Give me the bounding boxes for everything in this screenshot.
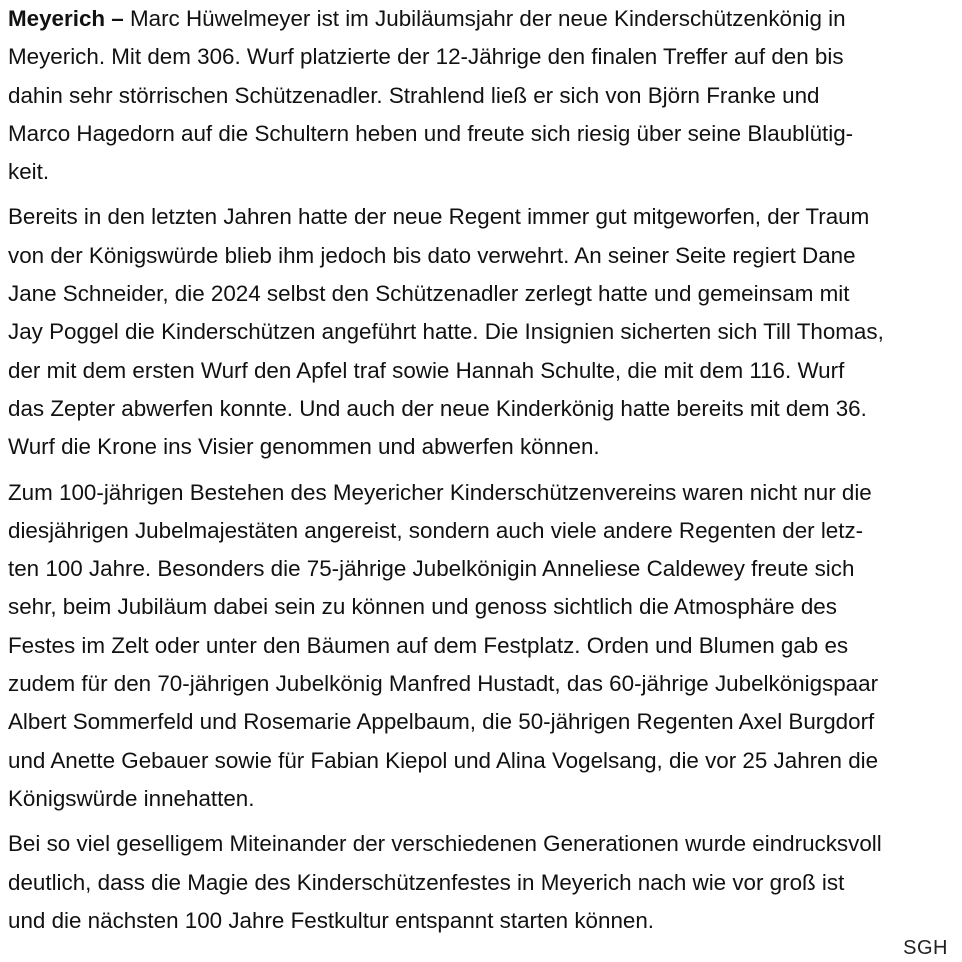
paragraph-3: Zum 100-jährigen Bestehen des Meyericher Kinderschützenvereins waren nicht nur die diesjährigen Jubelmajestäten angereist, sondern auch viele andere Regenten der letz- ten 100 Jahre. Besonders die 75-jährige Jubelkönigin Anneliese Caldewey freute sich sehr, beim Jubiläum dabei sein zu können und genoss sichtlich die Atmosphäre des Festes im Zelt oder unter den Bäumen auf dem Festplatz. Orden und Blumen gab es zudem für den 70-jährigen Jubelkönig Manfred Hustadt, das 60-jährige Jubelkönigspaar Albert Sommerfeld und Rosemarie Appelbaum, die 50-jährigen Regenten Axel Burgdorf und Anette Gebauer sowie für Fabian Kiepol und Alina Vogelsang, die vor 25 Jahren die Königswürde innehatten.	[8, 479, 879, 811]
article-body	[8, 0, 954, 940]
paragraph-4: Bei so viel geselligem Miteinander der verschiedenen Generationen wurde eindrucksvoll deutlich, dass die Magie des Kinderschützenfestes in Meyerich nach wie vor groß ist und die nächsten 100 Jahre Festkultur entspannt starten können.	[8, 831, 882, 933]
paragraph-2: Bereits in den letzten Jahren hatte der neue Regent immer gut mitgeworfen, der Traum von der Königswürde blieb ihm jedoch bis dato verwehrt. An seiner Seite regiert Dane Jane Schneider, die 2024 selbst den Schützenadler zerlegt hatte und gemeinsam mit Jay Poggel die Kinderschützen angeführt hatte. Die Insignien sicherten sich Till Thomas, der mit dem ersten Wurf den Apfel traf sowie Hannah Schulte, die mit dem 116. Wurf das Zepter abwerfen konnte. Und auch der neue Kinderkönig hatte bereits mit dem 36. Wurf die Krone ins Visier genommen und abwerfen können.	[8, 204, 884, 460]
paragraph-1	[8, 0, 954, 191]
paragraph-1-text: Marc Hüwelmeyer ist im Jubiläumsjahr der neue Kinderschützenkönig in Meyerich. Mit dem 306. Wurf platzierte der 12-Jährige den finalen Treffer auf den bis dahin sehr störrischen Schützenadler. Strahlend ließ er sich von Björn Franke und Marco Hagedorn auf die Schultern heben und freute sich riesig über seine Blaublütig- keit.	[8, 6, 854, 185]
dateline: Meyerich –	[8, 6, 124, 31]
author-initials: SGH	[903, 937, 948, 959]
